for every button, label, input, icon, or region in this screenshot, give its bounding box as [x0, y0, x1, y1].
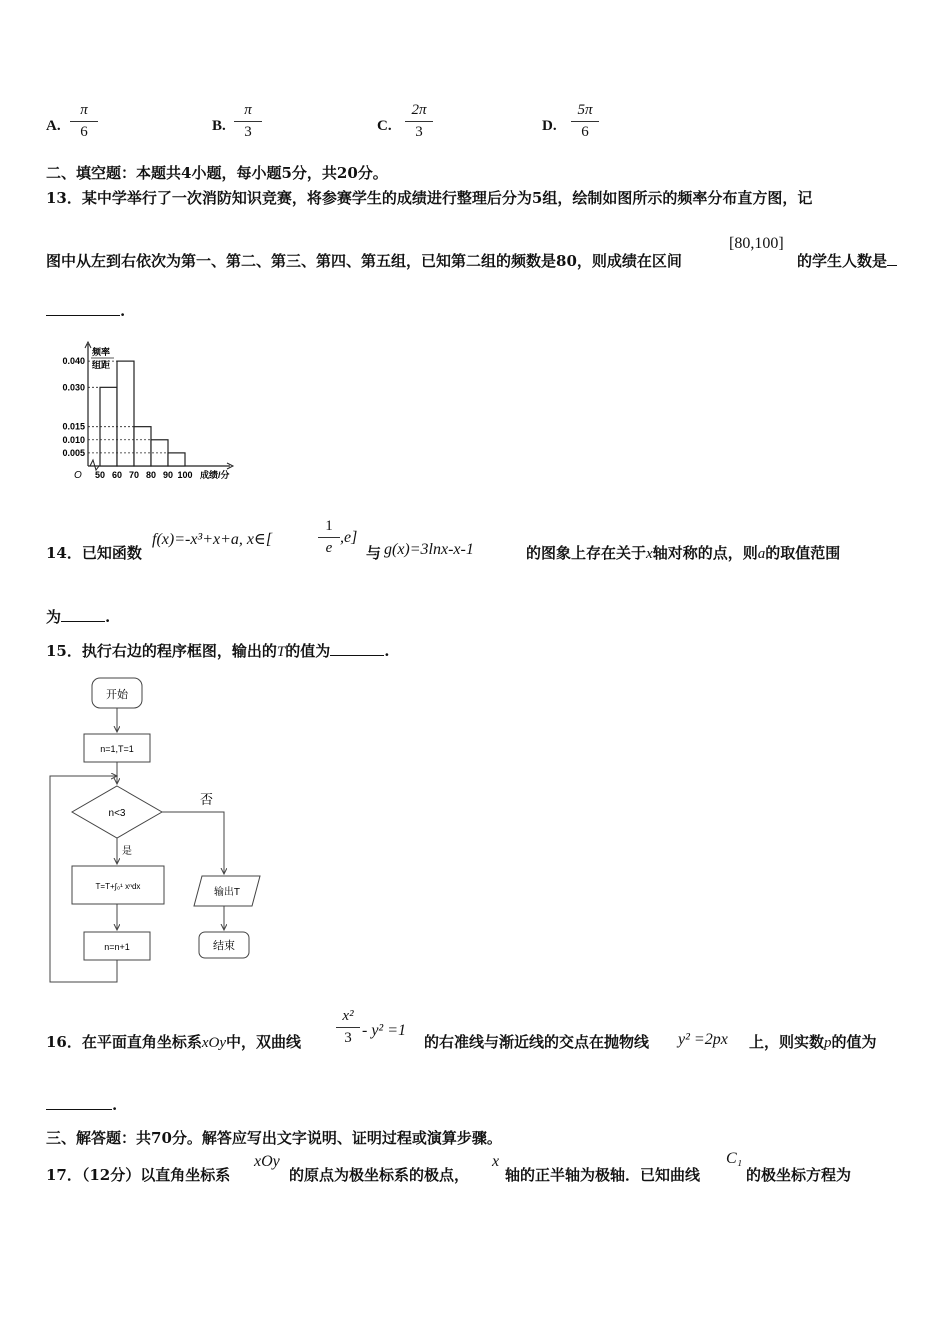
x-tick-label: 100 [177, 470, 193, 480]
q16-text4: 上，则实数p的值为 [749, 1033, 877, 1051]
option-a-fraction: $\frac{\pi}{6}$ [70, 102, 98, 141]
flow-increment-text: n=n+1 [104, 942, 130, 952]
q14-mid: 与 [366, 544, 382, 562]
flow-yes-label: 是 [122, 846, 132, 857]
q14-text2: 的图象上存在关于x轴对称的点，则a的取值范围 [526, 544, 841, 562]
flow-output-text: 输出T [213, 887, 241, 898]
q15-line: 15．执行右边的程序框图，输出的T的值为 . [46, 642, 390, 660]
q17-line: 17．（12分）以直角坐标系 [46, 1166, 231, 1184]
q17-text4: 的极坐标方程为 [746, 1166, 852, 1184]
q13-interval: [80,100] [729, 235, 784, 252]
histogram-bar [117, 361, 134, 466]
histogram-bars [88, 361, 185, 466]
option-d-letter: D. [542, 118, 557, 134]
flow-no-label: 否 [200, 792, 214, 807]
q16-parabola: y² =2px [678, 1031, 728, 1048]
x-tick-label: 70 [128, 470, 140, 480]
q16-answer-line: . [46, 1096, 117, 1114]
histogram-bar [168, 453, 185, 466]
x-tick-label: 60 [111, 470, 123, 480]
q14-f-end: ,e] [340, 529, 358, 546]
q14-line2: 为 . [46, 608, 111, 626]
option-b-fraction: $\frac{\pi}{3}$ [234, 102, 262, 141]
x-axis-break [90, 460, 99, 470]
section-3-heading: 三、解答题：共70分。解答应写出文字说明、证明过程或演算步骤。 [46, 1129, 502, 1147]
y-tick-label: 0.005 [62, 447, 85, 458]
q16-fraction: $\frac{\text{x²}}{3}$ [336, 1008, 360, 1047]
q17-text2: 的原点为极坐标系的极点， [289, 1166, 470, 1184]
option-c-fraction: $\frac{2\pi}{3}$ [405, 102, 433, 141]
option-c-letter: C. [377, 118, 392, 134]
x-axis-label: 成绩/分 [200, 470, 230, 480]
frequency-histogram [40, 340, 250, 490]
y-tick-label: 0.030 [62, 382, 85, 393]
y-label-top: 频率 [92, 347, 111, 357]
q16-label: 16．在平面直角坐标系xOy中，双曲线 [46, 1033, 302, 1051]
flow-start-text: 开始 [106, 689, 128, 701]
q17-axis: x [492, 1153, 500, 1170]
option-b-letter: B. [212, 118, 226, 134]
flow-end-text: 结束 [213, 940, 235, 952]
x-tick-label: 80 [145, 470, 157, 480]
q13-answer-line: . [46, 302, 125, 320]
origin-label: O [74, 470, 82, 481]
y-tick-label: 0.040 [62, 356, 85, 367]
flow-condition-text: n<3 [108, 808, 126, 819]
q14-g-expr: g(x)=3lnx-x-1 [384, 541, 474, 558]
x-tick-label: 90 [162, 470, 174, 480]
q16-eq-rest: - y² =1 [362, 1022, 407, 1039]
flow-process-text: T=T+∫₀¹ xⁿdx [95, 882, 141, 891]
option-a-letter: A. [46, 118, 61, 134]
q13-blank-start [887, 264, 897, 266]
y-tick-label: 0.010 [62, 434, 85, 445]
y-label-bottom: 组距 [92, 360, 111, 370]
program-flowchart [44, 672, 274, 988]
option-d-fraction: $\frac{5\pi}{6}$ [571, 102, 599, 141]
q17-coord: xOy [254, 1153, 280, 1170]
q14-blank [61, 620, 105, 622]
q14-f-expr: f(x)=-x³+x+a, x∈[ [152, 531, 273, 548]
flow-init-text: n=1,T=1 [100, 744, 134, 754]
q13-line2-text: 图中从左到右依次为第一、第二、第三、第四、第五组，已知第二组的频数是80，则成绩在区间 [46, 252, 682, 270]
y-tick-label: 0.015 [62, 421, 85, 432]
q13-blank [46, 314, 120, 316]
q16-text3: 的右准线与渐近线的交点在抛物线 [424, 1033, 650, 1051]
section-2-heading: 二、填空题：本题共4小题，每小题5分，共20分。 [46, 164, 388, 182]
q13-line2 [46, 250, 682, 271]
q15-blank [330, 654, 384, 656]
q13-line1: 13．某中学举行了一次消防知识竞赛，将参赛学生的成绩进行整理后分为5组，绘制如图所示的频率分布直方图，记 [46, 189, 813, 207]
x-tick-label: 50 [94, 470, 106, 480]
q17-curve: C₁ [726, 1150, 743, 1167]
histogram-bar [134, 427, 151, 466]
q14-label: 14．已知函数 [46, 544, 142, 562]
q14-fraction: $\frac{1}{e}$ [318, 518, 340, 557]
q17-text3: 轴的正半轴为极轴．已知曲线 [505, 1166, 701, 1184]
q16-blank [46, 1108, 112, 1110]
q13-line2-end: 的学生人数是 [797, 250, 897, 271]
